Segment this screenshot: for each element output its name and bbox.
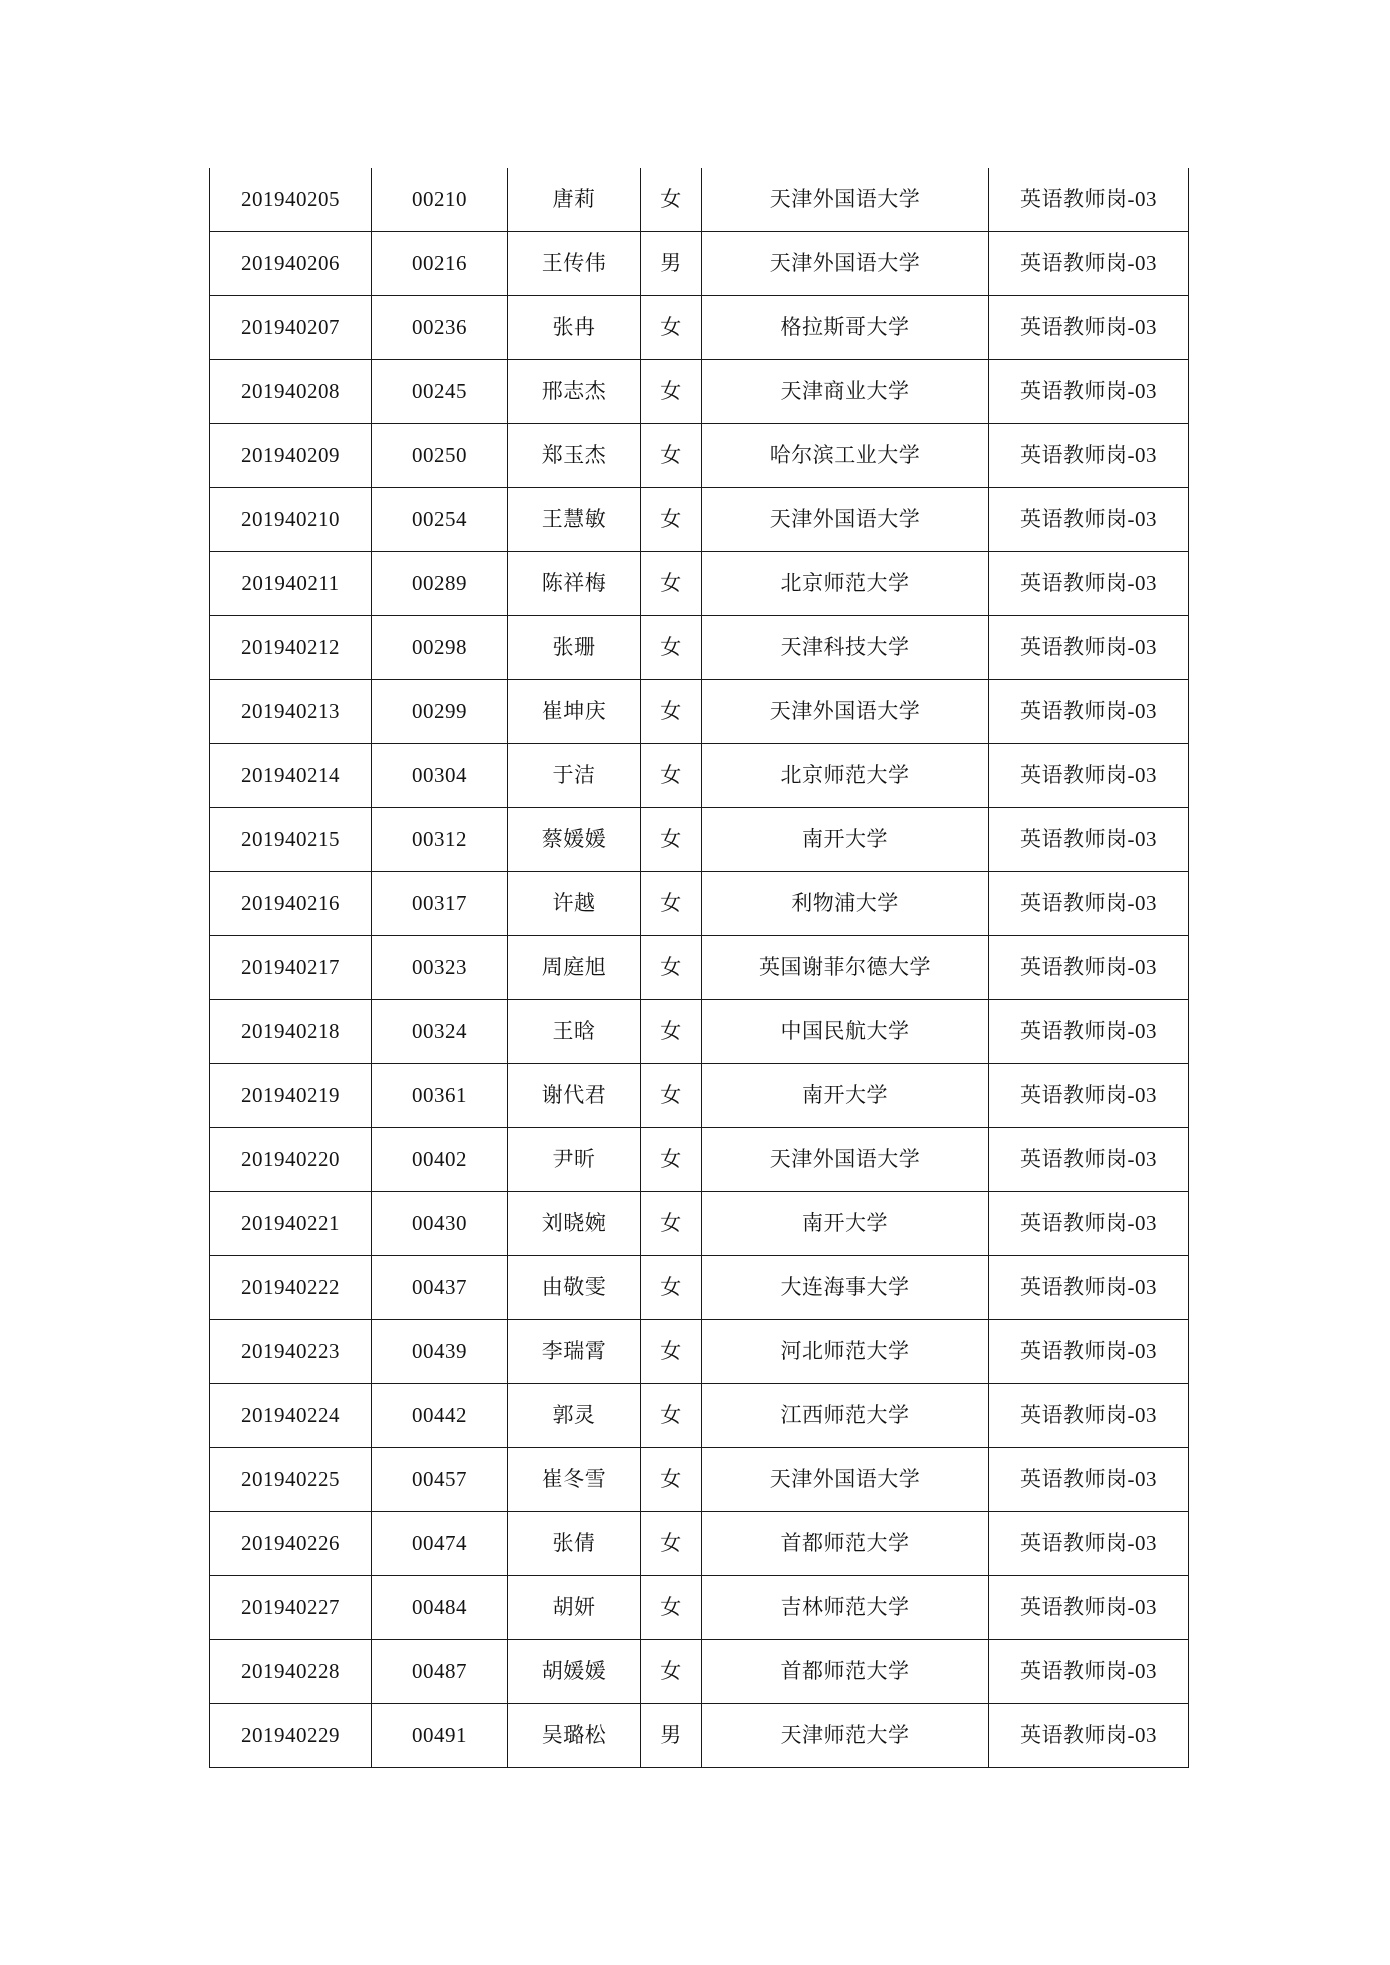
position-cell: 英语教师岗-03 <box>989 616 1189 680</box>
graduate-school-cell: 中国民航大学 <box>702 1000 989 1064</box>
table-row <box>210 1000 1189 1064</box>
table-row <box>210 872 1189 936</box>
exam-number-cell: 201940206 <box>210 232 372 296</box>
name-cell: 张珊 <box>508 616 641 680</box>
table-row <box>210 296 1189 360</box>
candidate-number-cell: 00236 <box>372 296 508 360</box>
candidate-number-cell: 00491 <box>372 1704 508 1768</box>
position-cell: 英语教师岗-03 <box>989 1064 1189 1128</box>
candidate-number-cell: 00254 <box>372 488 508 552</box>
position-cell: 英语教师岗-03 <box>989 1384 1189 1448</box>
table-row <box>210 1256 1189 1320</box>
candidate-number-cell: 00361 <box>372 1064 508 1128</box>
gender-cell: 女 <box>641 296 702 360</box>
exam-number-cell: 201940216 <box>210 872 372 936</box>
name-cell: 邢志杰 <box>508 360 641 424</box>
gender-cell: 女 <box>641 168 702 232</box>
graduate-school-cell: 格拉斯哥大学 <box>702 296 989 360</box>
table-row <box>210 360 1189 424</box>
gender-cell: 女 <box>641 1192 702 1256</box>
gender-cell: 女 <box>641 1640 702 1704</box>
position-cell: 英语教师岗-03 <box>989 424 1189 488</box>
position-cell: 英语教师岗-03 <box>989 1256 1189 1320</box>
position-cell: 英语教师岗-03 <box>989 1448 1189 1512</box>
table-row <box>210 1320 1189 1384</box>
position-cell: 英语教师岗-03 <box>989 1576 1189 1640</box>
graduate-school-cell: 南开大学 <box>702 1192 989 1256</box>
gender-cell: 女 <box>641 1320 702 1384</box>
exam-number-cell: 201940214 <box>210 744 372 808</box>
exam-number-cell: 201940229 <box>210 1704 372 1768</box>
graduate-school-cell: 首都师范大学 <box>702 1640 989 1704</box>
gender-cell: 女 <box>641 1128 702 1192</box>
candidate-number-cell: 00487 <box>372 1640 508 1704</box>
position-cell: 英语教师岗-03 <box>989 360 1189 424</box>
candidate-number-cell: 00317 <box>372 872 508 936</box>
candidate-number-cell: 00312 <box>372 808 508 872</box>
gender-cell: 女 <box>641 424 702 488</box>
graduate-school-cell: 天津商业大学 <box>702 360 989 424</box>
gender-cell: 女 <box>641 936 702 1000</box>
exam-number-cell: 201940219 <box>210 1064 372 1128</box>
candidate-number-cell: 00402 <box>372 1128 508 1192</box>
graduate-school-cell: 天津外国语大学 <box>702 232 989 296</box>
table-row <box>210 1512 1189 1576</box>
name-cell: 郑玉杰 <box>508 424 641 488</box>
name-cell: 胡妍 <box>508 1576 641 1640</box>
name-cell: 吴璐松 <box>508 1704 641 1768</box>
name-cell: 许越 <box>508 872 641 936</box>
gender-cell: 女 <box>641 808 702 872</box>
position-cell: 英语教师岗-03 <box>989 1704 1189 1768</box>
name-cell: 郭灵 <box>508 1384 641 1448</box>
candidate-number-cell: 00216 <box>372 232 508 296</box>
table-row <box>210 1128 1189 1192</box>
exam-number-cell: 201940205 <box>210 168 372 232</box>
exam-number-cell: 201940218 <box>210 1000 372 1064</box>
name-cell: 唐莉 <box>508 168 641 232</box>
exam-number-cell: 201940227 <box>210 1576 372 1640</box>
position-cell: 英语教师岗-03 <box>989 1192 1189 1256</box>
position-cell: 英语教师岗-03 <box>989 808 1189 872</box>
graduate-school-cell: 天津科技大学 <box>702 616 989 680</box>
graduate-school-cell: 南开大学 <box>702 1064 989 1128</box>
candidate-number-cell: 00484 <box>372 1576 508 1640</box>
graduate-school-cell: 北京师范大学 <box>702 744 989 808</box>
candidate-number-cell: 00210 <box>372 168 508 232</box>
exam-number-cell: 201940220 <box>210 1128 372 1192</box>
candidate-number-cell: 00250 <box>372 424 508 488</box>
name-cell: 周庭旭 <box>508 936 641 1000</box>
name-cell: 崔坤庆 <box>508 680 641 744</box>
exam-number-cell: 201940226 <box>210 1512 372 1576</box>
exam-number-cell: 201940225 <box>210 1448 372 1512</box>
gender-cell: 女 <box>641 1512 702 1576</box>
exam-number-cell: 201940217 <box>210 936 372 1000</box>
gender-cell: 女 <box>641 744 702 808</box>
gender-cell: 女 <box>641 1576 702 1640</box>
position-cell: 英语教师岗-03 <box>989 552 1189 616</box>
exam-number-cell: 201940212 <box>210 616 372 680</box>
graduate-school-cell: 利物浦大学 <box>702 872 989 936</box>
gender-cell: 女 <box>641 872 702 936</box>
exam-number-cell: 201940208 <box>210 360 372 424</box>
table-row <box>210 744 1189 808</box>
name-cell: 胡媛媛 <box>508 1640 641 1704</box>
gender-cell: 女 <box>641 616 702 680</box>
table-row <box>210 1704 1189 1768</box>
name-cell: 王慧敏 <box>508 488 641 552</box>
graduate-school-cell: 南开大学 <box>702 808 989 872</box>
graduate-school-cell: 首都师范大学 <box>702 1512 989 1576</box>
position-cell: 英语教师岗-03 <box>989 296 1189 360</box>
candidate-roster-table <box>209 168 1189 1768</box>
exam-number-cell: 201940215 <box>210 808 372 872</box>
table-row <box>210 680 1189 744</box>
candidate-number-cell: 00324 <box>372 1000 508 1064</box>
exam-number-cell: 201940223 <box>210 1320 372 1384</box>
table-row <box>210 1192 1189 1256</box>
exam-number-cell: 201940211 <box>210 552 372 616</box>
candidate-number-cell: 00299 <box>372 680 508 744</box>
name-cell: 张倩 <box>508 1512 641 1576</box>
name-cell: 张冉 <box>508 296 641 360</box>
table-row <box>210 1064 1189 1128</box>
position-cell: 英语教师岗-03 <box>989 744 1189 808</box>
graduate-school-cell: 天津外国语大学 <box>702 168 989 232</box>
name-cell: 陈祥梅 <box>508 552 641 616</box>
exam-number-cell: 201940207 <box>210 296 372 360</box>
candidate-number-cell: 00442 <box>372 1384 508 1448</box>
candidate-number-cell: 00289 <box>372 552 508 616</box>
candidate-number-cell: 00439 <box>372 1320 508 1384</box>
gender-cell: 女 <box>641 1448 702 1512</box>
gender-cell: 女 <box>641 1256 702 1320</box>
gender-cell: 女 <box>641 1064 702 1128</box>
candidate-number-cell: 00245 <box>372 360 508 424</box>
exam-number-cell: 201940228 <box>210 1640 372 1704</box>
name-cell: 尹昕 <box>508 1128 641 1192</box>
table-row <box>210 1576 1189 1640</box>
exam-number-cell: 201940213 <box>210 680 372 744</box>
graduate-school-cell: 天津外国语大学 <box>702 488 989 552</box>
name-cell: 李瑞霄 <box>508 1320 641 1384</box>
table-row <box>210 552 1189 616</box>
gender-cell: 女 <box>641 680 702 744</box>
position-cell: 英语教师岗-03 <box>989 1512 1189 1576</box>
exam-number-cell: 201940210 <box>210 488 372 552</box>
gender-cell: 男 <box>641 232 702 296</box>
table-row <box>210 1384 1189 1448</box>
graduate-school-cell: 北京师范大学 <box>702 552 989 616</box>
table-row <box>210 232 1189 296</box>
candidate-number-cell: 00437 <box>372 1256 508 1320</box>
table-row <box>210 424 1189 488</box>
position-cell: 英语教师岗-03 <box>989 232 1189 296</box>
table-row <box>210 936 1189 1000</box>
gender-cell: 男 <box>641 1704 702 1768</box>
name-cell: 王晗 <box>508 1000 641 1064</box>
exam-number-cell: 201940224 <box>210 1384 372 1448</box>
position-cell: 英语教师岗-03 <box>989 1640 1189 1704</box>
position-cell: 英语教师岗-03 <box>989 168 1189 232</box>
gender-cell: 女 <box>641 360 702 424</box>
table-row <box>210 1448 1189 1512</box>
name-cell: 王传伟 <box>508 232 641 296</box>
table-row <box>210 488 1189 552</box>
graduate-school-cell: 哈尔滨工业大学 <box>702 424 989 488</box>
graduate-school-cell: 天津师范大学 <box>702 1704 989 1768</box>
gender-cell: 女 <box>641 552 702 616</box>
gender-cell: 女 <box>641 1000 702 1064</box>
name-cell: 蔡媛媛 <box>508 808 641 872</box>
candidate-number-cell: 00298 <box>372 616 508 680</box>
position-cell: 英语教师岗-03 <box>989 680 1189 744</box>
candidate-number-cell: 00457 <box>372 1448 508 1512</box>
position-cell: 英语教师岗-03 <box>989 936 1189 1000</box>
table-row <box>210 616 1189 680</box>
graduate-school-cell: 英国谢菲尔德大学 <box>702 936 989 1000</box>
position-cell: 英语教师岗-03 <box>989 1000 1189 1064</box>
roster-table-body <box>210 168 1189 1768</box>
name-cell: 于洁 <box>508 744 641 808</box>
name-cell: 由敬雯 <box>508 1256 641 1320</box>
exam-number-cell: 201940221 <box>210 1192 372 1256</box>
graduate-school-cell: 天津外国语大学 <box>702 680 989 744</box>
graduate-school-cell: 天津外国语大学 <box>702 1448 989 1512</box>
exam-number-cell: 201940209 <box>210 424 372 488</box>
name-cell: 谢代君 <box>508 1064 641 1128</box>
table-row <box>210 168 1189 232</box>
gender-cell: 女 <box>641 488 702 552</box>
position-cell: 英语教师岗-03 <box>989 1128 1189 1192</box>
name-cell: 刘晓婉 <box>508 1192 641 1256</box>
graduate-school-cell: 大连海事大学 <box>702 1256 989 1320</box>
gender-cell: 女 <box>641 1384 702 1448</box>
graduate-school-cell: 江西师范大学 <box>702 1384 989 1448</box>
position-cell: 英语教师岗-03 <box>989 1320 1189 1384</box>
candidate-number-cell: 00430 <box>372 1192 508 1256</box>
graduate-school-cell: 吉林师范大学 <box>702 1576 989 1640</box>
candidate-number-cell: 00474 <box>372 1512 508 1576</box>
position-cell: 英语教师岗-03 <box>989 872 1189 936</box>
name-cell: 崔冬雪 <box>508 1448 641 1512</box>
graduate-school-cell: 天津外国语大学 <box>702 1128 989 1192</box>
candidate-number-cell: 00304 <box>372 744 508 808</box>
exam-number-cell: 201940222 <box>210 1256 372 1320</box>
table-row <box>210 808 1189 872</box>
graduate-school-cell: 河北师范大学 <box>702 1320 989 1384</box>
candidate-number-cell: 00323 <box>372 936 508 1000</box>
table-row <box>210 1640 1189 1704</box>
position-cell: 英语教师岗-03 <box>989 488 1189 552</box>
